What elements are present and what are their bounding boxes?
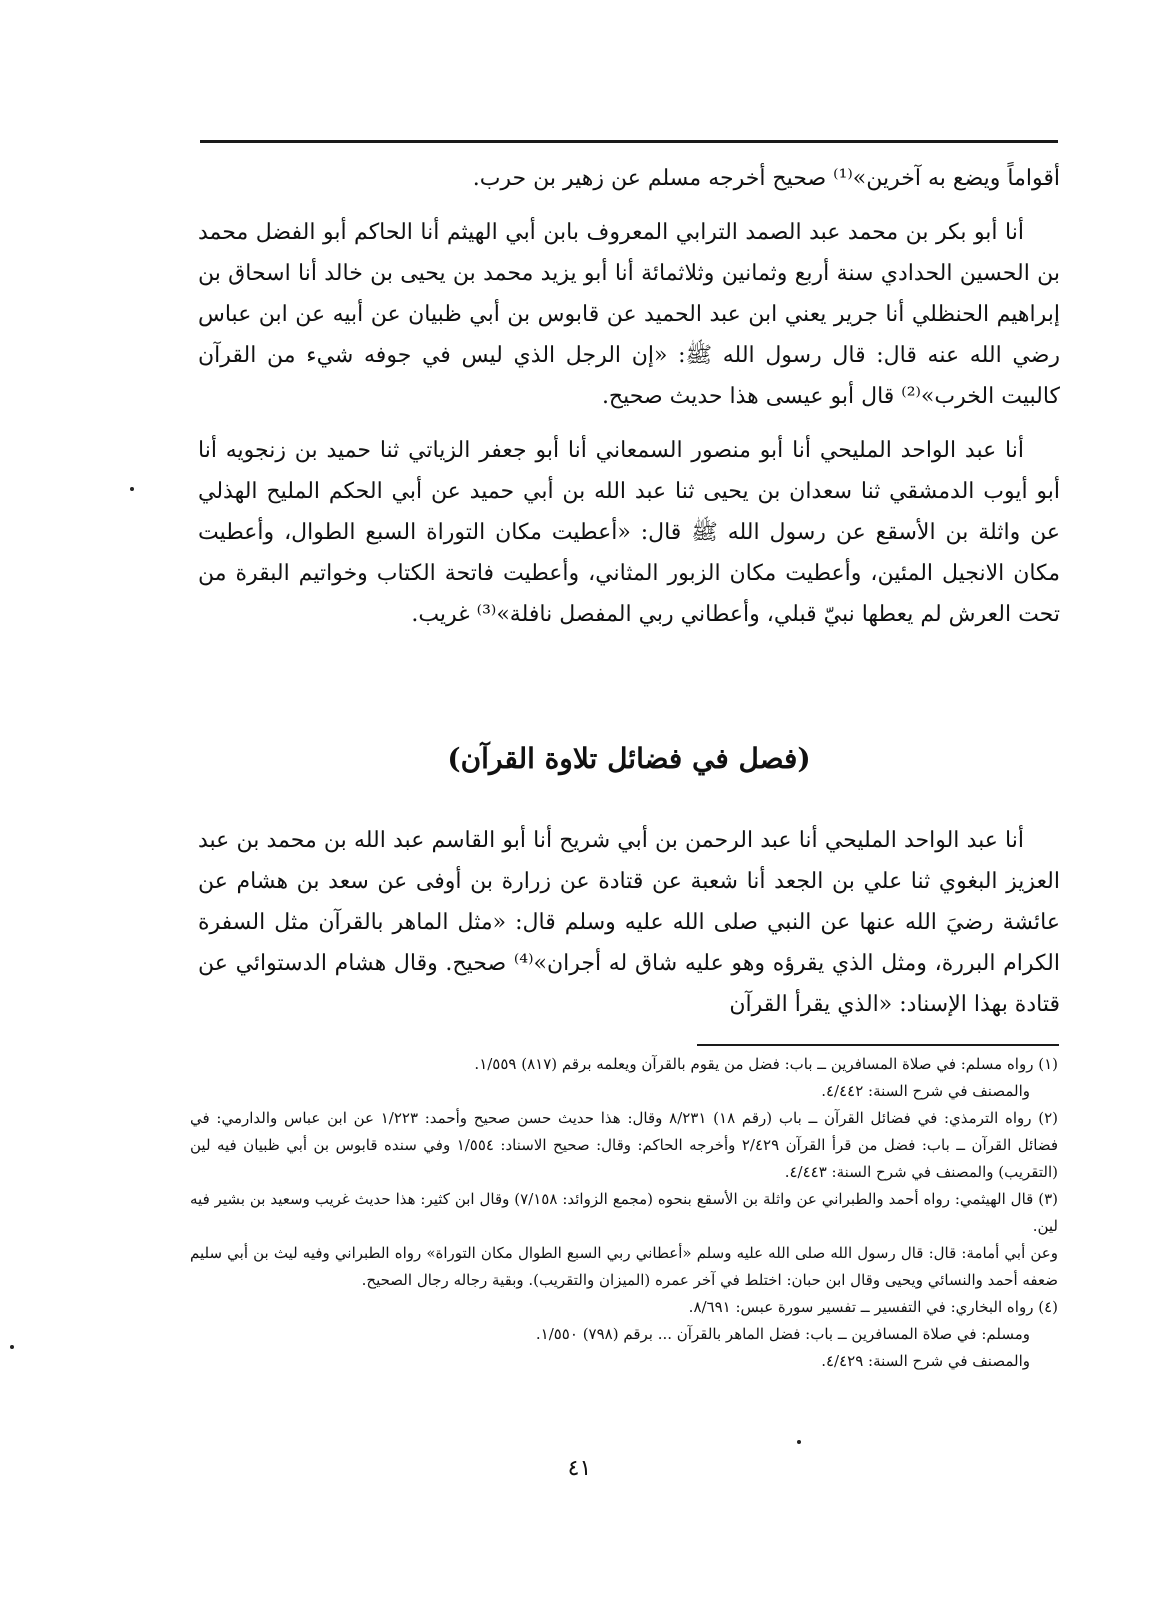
footnotes: [190, 1051, 1058, 1375]
scan-speck: [10, 1345, 14, 1349]
scan-speck: [797, 1440, 801, 1444]
footnote-4-continued: والمصنف في شرح السنة: ٤/٤٢٩.: [821, 1352, 1030, 1370]
footnote-separator: [697, 1044, 1059, 1046]
main-text-block-2: [198, 820, 1060, 1038]
footnote-1: (١) رواه مسلم: في صلاة المسافرين ــ باب: فضل من يقوم بالقرآن ويعلمه برقم (٨١٧) ١/٥٥٩.: [474, 1055, 1058, 1073]
paragraph: أقواماً ويضع به آخرين»⁽¹⁾ صحيح أخرجه مسلم عن زهير بن حرب.: [472, 166, 1060, 191]
page-number: ٤١: [567, 1456, 592, 1481]
footnote-2: (٢) رواه الترمذي: في فضائل القرآن ــ باب (رقم ١٨) ٨/٢٣١ وقال: هذا حديث حسن صحيح وأحمد: ١/٢٢٣ عن ابن عباس والدارمي: في فضائل القرآن ــ باب: فضل من قرأ القرآن ٢/٤٢٩ وأخرجه الحاكم: وقال: صحيح الاسناد: ١/٥٥٤ وفي سنده قابوس بن أبي ظبيان فيه لين (التقريب) والمصنف في شرح السنة: ٤/٤٤٣.: [190, 1109, 1059, 1181]
section-heading: (فصل في فضائل تلاوة القرآن): [447, 742, 811, 775]
paragraph: أنا عبد الواحد المليحي أنا أبو منصور السمعاني أنا أبو جعفر الزياتي ثنا حميد بن زنجويه أنا أبو أيوب الدمشقي ثنا سعدان بن يحيى ثنا عبد الله بن أبي حميد عن أبي الحكم المليح الهذلي عن واثلة بن الأسقع عن رسول الله ﷺ قال: «أعطيت مكان التوراة السبع الطوال، وأعطيت مكان الانجيل المئين، وأعطيت مكان الزبور المثاني، وأعطيت فاتحة الكتاب وخواتيم البقرة من تحت العرش لم يعطها نبيّ قبلي، وأعطاني ربي المفصل نافلة»⁽³⁾ غريب.: [198, 438, 1060, 627]
footnote-4: (٤) رواه البخاري: في التفسير ــ تفسير سورة عبس: ٨/٦٩١.: [688, 1298, 1058, 1316]
footnote-3-continued: وعن أبي أمامة: قال: قال رسول الله صلى الله عليه وسلم «أعطاني ربي السبع الطوال مكان التوراة» رواه الطبراني وفيه ليث بن أبي سليم ضعفه أحمد والنسائي ويحيى وقال ابن حبان: اختلط في آخر عمره (الميزان والتقريب). وبقية رجاله رجال الصحيح.: [190, 1244, 1058, 1289]
paragraph: أنا عبد الواحد المليحي أنا عبد الرحمن بن أبي شريح أنا أبو القاسم عبد الله بن محمد بن عبد العزيز البغوي ثنا علي بن الجعد أنا شعبة عن قتادة عن زرارة بن أوفى عن سعد بن هشام عن عائشة رضيَ الله عنها عن النبي صلى الله عليه وسلم قال: «مثل الماهر بالقرآن مثل السفرة الكرام البررة، ومثل الذي يقرؤه وهو عليه شاق له أجران»⁽⁴⁾ صحيح. وقال هشام الدستوائي عن قتادة بهذا الإسناد: «الذي يقرأ القرآن: [198, 828, 1060, 1017]
footnote-3: (٣) قال الهيثمي: رواه أحمد والطبراني عن واثلة بن الأسقع بنحوه (مجمع الزوائد: ٧/١٥٨) وقال ابن كثير: هذا حديث غريب وسعيد بن بشير فيه لين.: [190, 1190, 1058, 1235]
main-text-block-1: [198, 158, 1060, 648]
footnote-4-continued: ومسلم: في صلاة المسافرين ــ باب: فضل الماهر بالقرآن ... برقم (٧٩٨) ١/٥٥٠.: [535, 1325, 1030, 1343]
paragraph: أنا أبو بكر بن محمد عبد الصمد الترابي المعروف بابن أبي الهيثم أنا الحاكم أبو الفضل محمد بن الحسين الحدادي سنة أربع وثمانين وثلاثمائة أنا أبو يزيد محمد بن يحيى بن خالد أنا اسحاق بن إبراهيم الحنظلي أنا جرير يعني ابن عبد الحميد عن قابوس بن أبي ظبيان عن أبيه عن ابن عباس رضي الله عنه قال: قال رسول الله ﷺ: «إن الرجل الذي ليس في جوفه شيء من القرآن كالبيت الخرب»⁽²⁾ قال أبو عيسى هذا حديث صحيح.: [198, 220, 1060, 409]
scan-speck: [130, 487, 134, 491]
footnote-1-continued: والمصنف في شرح السنة: ٤/٤٤٢.: [821, 1082, 1030, 1100]
header-rule: [200, 140, 1058, 143]
